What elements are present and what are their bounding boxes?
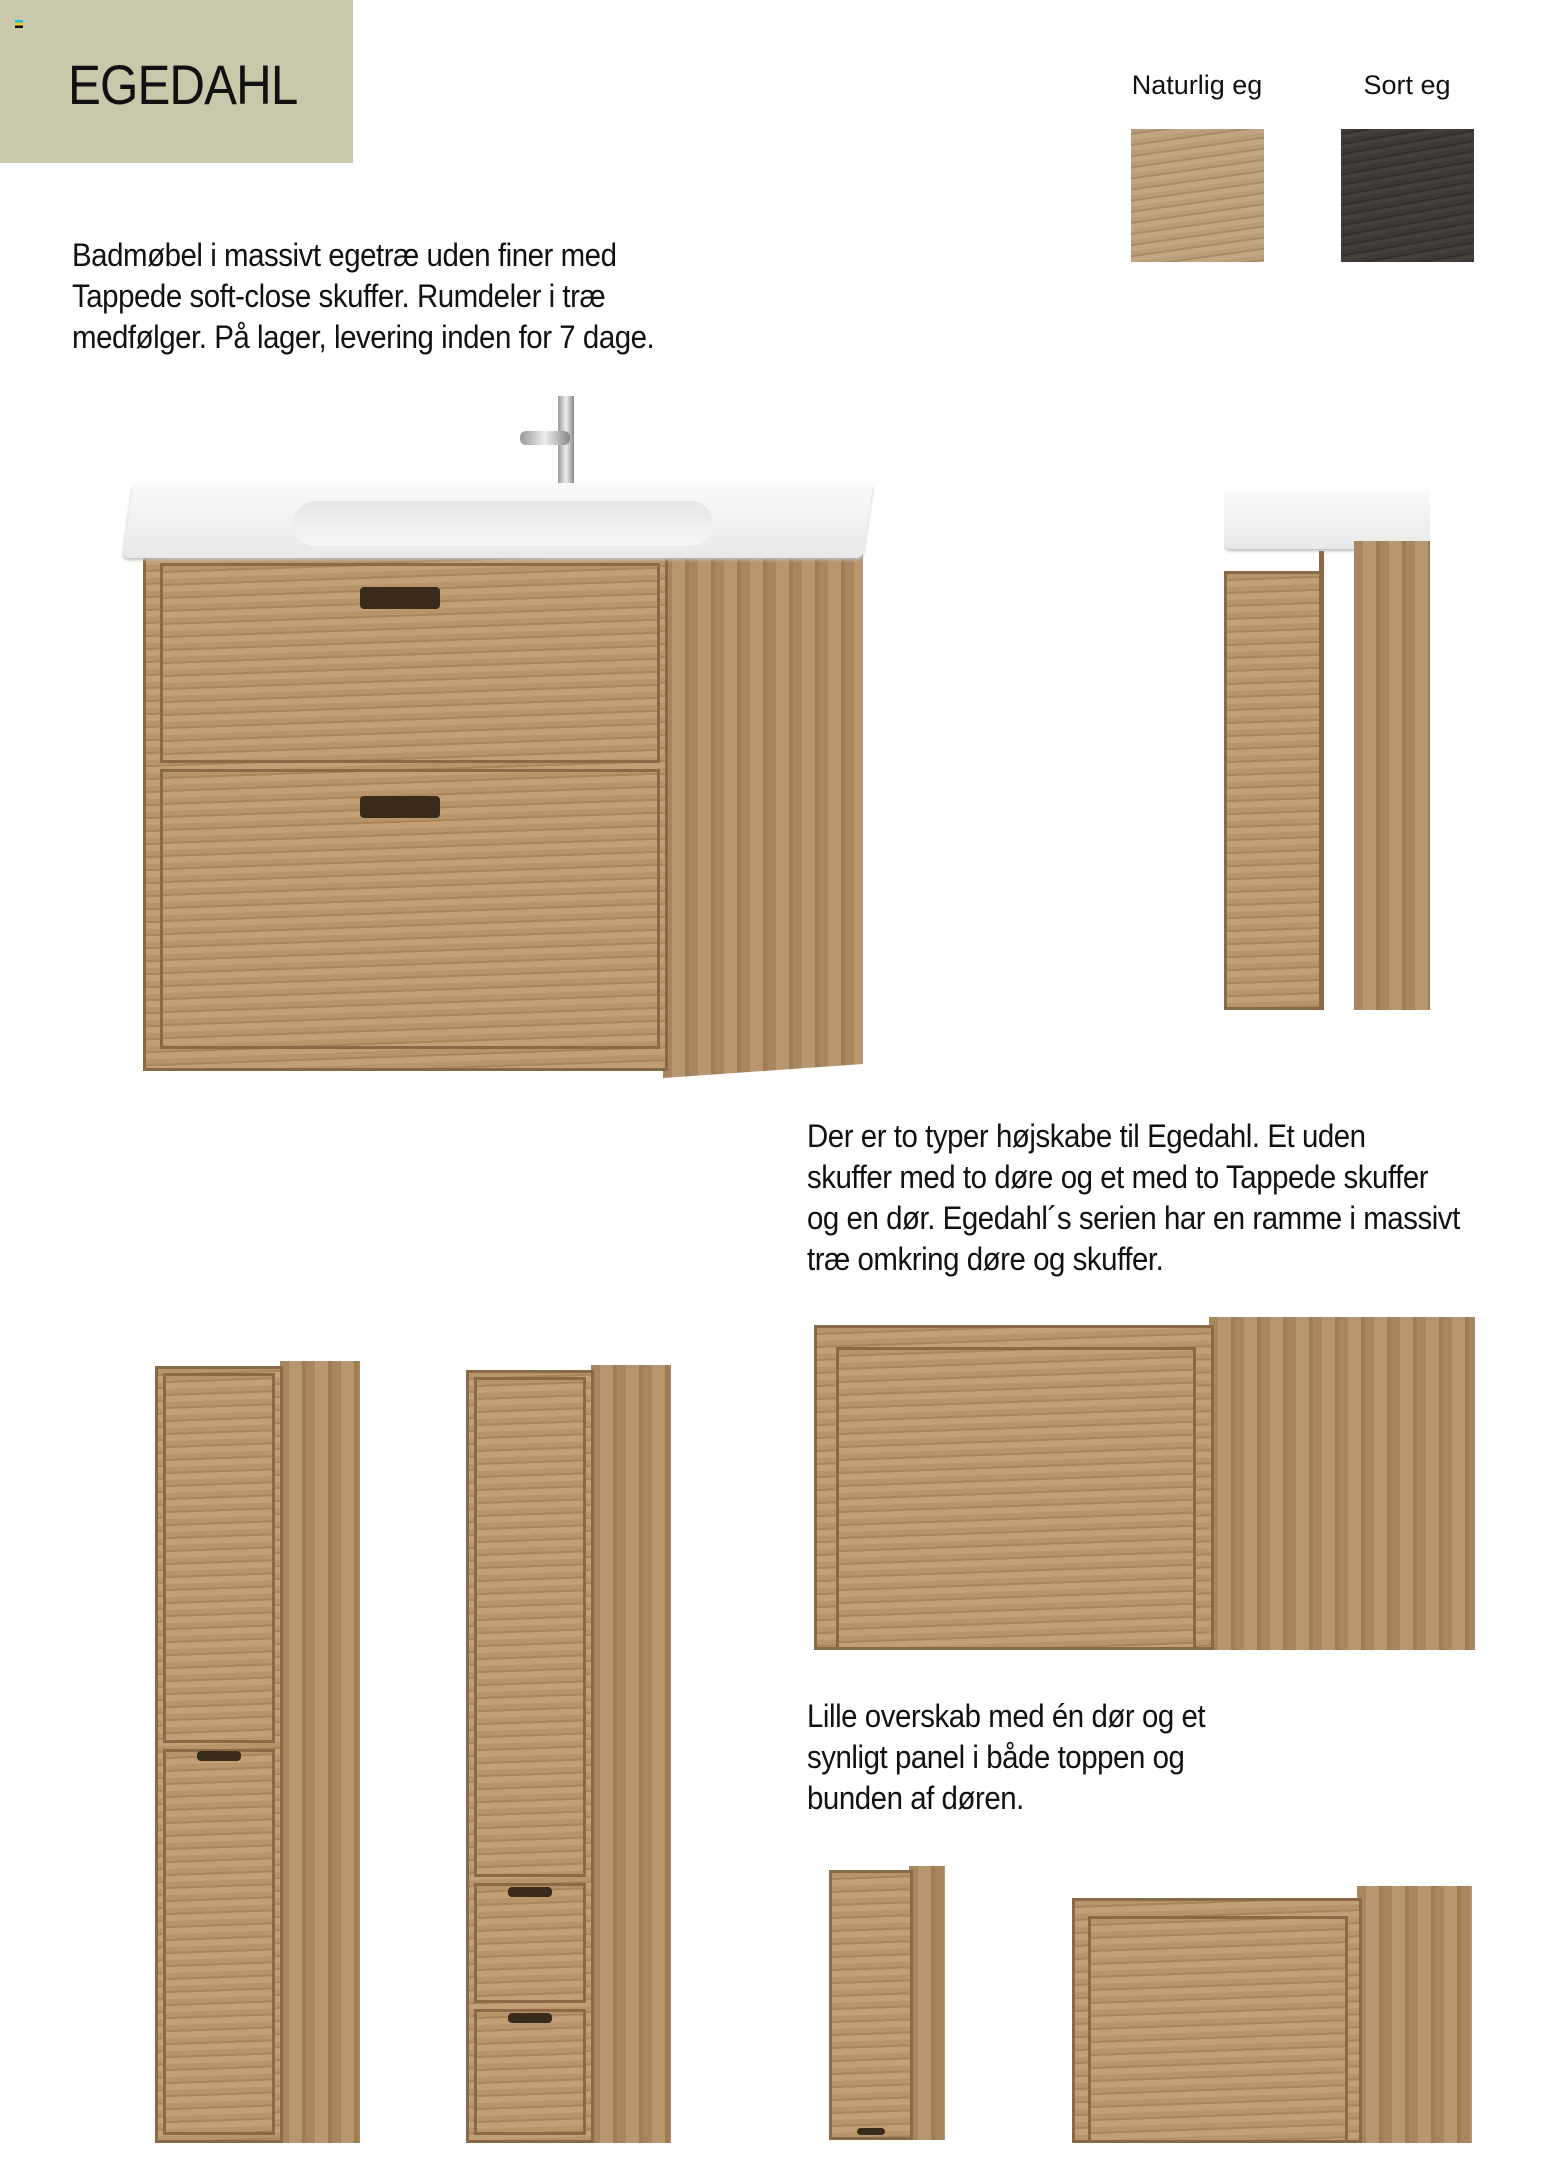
cabinet-door[interactable]	[829, 1870, 913, 2140]
sink-cabinet-image	[128, 391, 868, 1081]
swatch-natural-oak[interactable]	[1131, 129, 1264, 262]
cabinet-side	[280, 1361, 360, 2143]
basin	[293, 501, 713, 546]
text-line: Der er to typer højskabe til Egedahl. Et uden	[807, 1118, 1366, 1154]
lower-door[interactable]	[163, 1749, 275, 2135]
swatch-label-natural: Naturlig eg	[1131, 70, 1263, 100]
cabinet-door[interactable]	[1088, 1916, 1348, 2143]
page-title: EGEDAHL	[68, 53, 298, 116]
tall-cabinet-doors-image	[155, 1361, 360, 2143]
cabinet-door[interactable]	[836, 1347, 1196, 1650]
door-handle	[197, 1751, 241, 1761]
faucet-spout	[520, 431, 570, 445]
wall-cabinet-text	[807, 1696, 1240, 1819]
text-line: og en dør. Egedahl´s serien har en ramme i massivt	[807, 1200, 1460, 1236]
frame-edge	[1319, 551, 1324, 1010]
drawer-handle	[508, 1887, 552, 1897]
swatch-black-oak[interactable]	[1341, 129, 1474, 262]
drawer-front	[1224, 571, 1324, 1010]
cabinet-side	[1354, 541, 1430, 1010]
cabinet-side	[663, 534, 863, 1078]
text-line: træ omkring døre og skuffer.	[807, 1241, 1164, 1277]
text-line: Lille overskab med én dør og et	[807, 1698, 1206, 1734]
drawer-handle	[360, 587, 440, 609]
cabinet-side	[1357, 1886, 1472, 2143]
cabinet-side	[1209, 1317, 1475, 1650]
tall-cabinet-drawers-image	[466, 1365, 671, 2143]
tall-cabinets-text	[807, 1116, 1517, 1280]
door-handle	[857, 2128, 885, 2135]
cabinet-door[interactable]	[474, 1377, 586, 1877]
text-line: synligt panel i både toppen og	[807, 1739, 1185, 1775]
print-registration-mark	[15, 20, 23, 28]
wall-cabinet-detail-image	[1072, 1886, 1472, 2143]
text-line: skuffer med to døre og et med to Tappede skuffer	[807, 1159, 1429, 1195]
intro-text	[72, 235, 705, 358]
drawer-handle	[360, 796, 440, 818]
upper-door[interactable]	[163, 1373, 275, 1743]
text-line: bunden af døren.	[807, 1780, 1024, 1816]
intro-line: medfølger. På lager, levering inden for 7 dage.	[72, 319, 655, 355]
cabinet-side	[591, 1365, 671, 2143]
intro-line: Tappede soft-close skuffer. Rumdeler i træ	[72, 278, 606, 314]
cabinet-side	[909, 1866, 945, 2140]
cabinet-detail-image	[814, 1317, 1475, 1650]
drawer[interactable]	[474, 2009, 586, 2135]
side-detail-image	[1224, 491, 1430, 1010]
drawer[interactable]	[474, 1883, 586, 2003]
intro-line: Badmøbel i massivt egetræ uden finer med	[72, 237, 617, 273]
drawer-handle	[508, 2013, 552, 2023]
swatch-label-black: Sort eg	[1363, 70, 1451, 100]
wall-cabinet-image	[829, 1866, 945, 2140]
